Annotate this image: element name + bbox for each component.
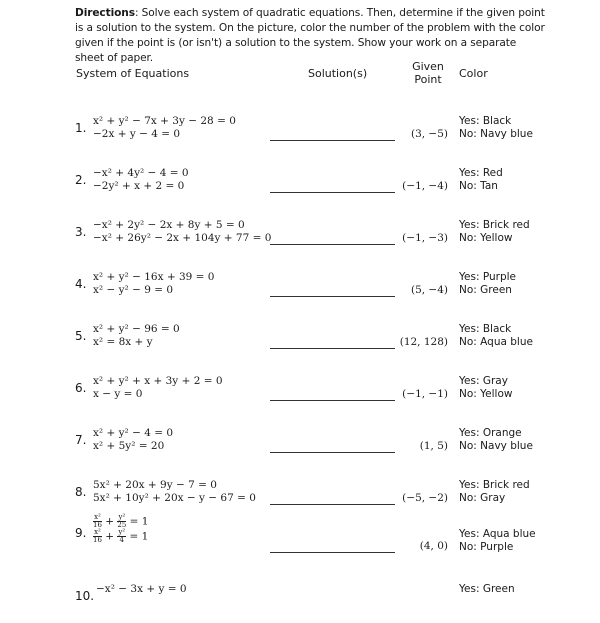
- problem-number: 5.: [75, 329, 87, 343]
- problem-number: 8.: [75, 485, 87, 499]
- color-key: [459, 479, 530, 504]
- solution-answer-line[interactable]: [270, 400, 395, 401]
- equation-2: x² − y² − 9 = 0: [93, 283, 174, 296]
- given-point: (−1, −1): [402, 388, 448, 400]
- color-yes: Yes: Gray: [459, 375, 508, 387]
- directions: [75, 6, 545, 66]
- problem-6: [0, 375, 600, 415]
- equation-system: [93, 427, 173, 452]
- equation-system: [93, 479, 256, 504]
- fraction: $\frac{\text{x²}}{16}$: [93, 513, 102, 529]
- problem-1: [0, 115, 600, 155]
- color-no: No: Tan: [459, 179, 498, 192]
- problem-2: [0, 167, 600, 207]
- solution-answer-line[interactable]: [270, 296, 395, 297]
- problem-number: 9.: [75, 526, 87, 540]
- solution-answer-line[interactable]: [270, 192, 395, 193]
- header-system-of-equations: System of Equations: [76, 67, 190, 80]
- color-no: No: Navy blue: [459, 439, 533, 452]
- directions-text: : Solve each system of quadratic equations. Then, determine if the given point is a solution to the system. On the picture, color the number of the problem with the color given if the point is (or isn't) a solution to the system. Show your work on a separate sheet of paper.: [75, 7, 545, 64]
- color-key: [459, 115, 533, 140]
- color-yes: Yes: Black: [459, 115, 512, 127]
- equation-system: [93, 115, 236, 140]
- problem-8: [0, 479, 600, 519]
- equation-1: −x² + 4y² − 4 = 0: [93, 167, 189, 179]
- color-no: No: Purple: [459, 540, 514, 553]
- problem-10: [0, 583, 600, 623]
- color-yes: Yes: Orange: [459, 427, 522, 439]
- solution-answer-line[interactable]: [270, 348, 395, 349]
- color-yes: Yes: Brick red: [459, 219, 530, 231]
- given-point: (3, −5): [410, 128, 448, 140]
- color-key: [459, 528, 536, 553]
- color-yes: Yes: Brick red: [459, 479, 530, 491]
- color-key: [459, 167, 503, 192]
- problem-9: [0, 514, 600, 564]
- color-no: No: Yellow: [459, 387, 513, 400]
- problem-7: [0, 427, 600, 467]
- given-point: (−1, −4): [402, 180, 448, 192]
- color-no: No: Navy blue: [459, 127, 533, 140]
- equation-system: [93, 323, 180, 348]
- equation-1: −x² − 3x + y = 0: [96, 583, 187, 595]
- fraction: $\frac{\text{y²}}{25}$: [117, 513, 127, 529]
- problem-5: [0, 323, 600, 363]
- color-key: [459, 427, 533, 452]
- equation-system: [93, 167, 189, 192]
- equation-2: −x² + 26y² − 2x + 104y + 77 = 0: [93, 231, 272, 244]
- equation-1: x² + y² − 4 = 0: [93, 427, 174, 439]
- header-color: Color: [459, 67, 488, 80]
- color-key: [459, 219, 530, 244]
- color-yes: Yes: Green: [459, 583, 515, 595]
- equation-1: x² + y² − 16x + 39 = 0: [93, 271, 215, 283]
- solution-answer-line[interactable]: [270, 244, 395, 245]
- color-no: No: Aqua blue: [459, 335, 533, 348]
- color-yes: Yes: Black: [459, 323, 512, 335]
- solution-answer-line[interactable]: [270, 452, 395, 453]
- color-key: [459, 271, 516, 296]
- solution-answer-line[interactable]: [270, 504, 395, 505]
- fraction: $\frac{\text{x²}}{16}$: [93, 528, 102, 544]
- directions-label: Directions: [75, 7, 135, 19]
- color-no: No: Yellow: [459, 231, 513, 244]
- problem-number: 2.: [75, 173, 87, 187]
- color-yes: Yes: Aqua blue: [459, 528, 536, 540]
- header-solutions: Solution(s): [308, 67, 368, 80]
- color-no: No: Green: [459, 283, 512, 296]
- equation-1: x² + y² + x + 3y + 2 = 0: [93, 375, 223, 387]
- equation-2: 5x² + 10y² + 20x − y − 67 = 0: [93, 491, 256, 504]
- problem-number: 7.: [75, 433, 87, 447]
- equation-2: x² + 5y² = 20: [93, 439, 165, 452]
- given-point: (5, −4): [410, 284, 448, 296]
- given-point: (12, 128): [399, 336, 448, 348]
- equation-2: $\frac{\text{x²}}{16}$ + $\frac{\text{y²}}{4}$ = 1: [93, 528, 149, 544]
- color-yes: Yes: Red: [459, 167, 503, 179]
- equation-2: −2x + y − 4 = 0: [93, 127, 181, 140]
- problem-number: 4.: [75, 277, 87, 291]
- equation-system: [93, 514, 149, 544]
- equation-2: x − y = 0: [93, 387, 143, 400]
- problem-number: 10.: [75, 589, 95, 603]
- equation-system: [93, 219, 271, 244]
- solution-answer-line[interactable]: [270, 140, 395, 141]
- equation-1: x² + y² − 96 = 0: [93, 323, 180, 335]
- problem-number: 1.: [75, 121, 87, 135]
- equation-1: x² + y² − 7x + 3y − 28 = 0: [93, 115, 236, 127]
- equation-1: $\frac{\text{x²}}{16}$ + $\frac{\text{y²}}{25}$ = 1: [93, 513, 149, 529]
- problem-4: [0, 271, 600, 311]
- equation-system: [93, 375, 223, 400]
- color-yes: Yes: Purple: [459, 271, 516, 283]
- fraction: $\frac{\text{y²}}{4}$: [118, 528, 126, 544]
- equation-2: x² = 8x + y: [93, 335, 153, 348]
- given-point: (−1, −3): [402, 232, 448, 244]
- color-key: [459, 375, 512, 400]
- color-key: [459, 583, 515, 596]
- header-given-line1: Given: [412, 60, 444, 73]
- equation-1: −x² + 2y² − 2x + 8y + 5 = 0: [93, 219, 245, 231]
- given-point: (−5, −2): [402, 492, 448, 504]
- solution-answer-line[interactable]: [270, 552, 395, 553]
- problem-number: 3.: [75, 225, 87, 239]
- problem-number: 6.: [75, 381, 87, 395]
- problem-3: [0, 219, 600, 259]
- equation-1: 5x² + 20x + 9y − 7 = 0: [93, 479, 217, 491]
- header-given-line2: Point: [414, 73, 442, 86]
- color-no: No: Gray: [459, 491, 506, 504]
- equation-system: [96, 583, 187, 596]
- given-point: (4, 0): [419, 540, 448, 552]
- equation-2: −2y² + x + 2 = 0: [93, 179, 185, 192]
- equation-system: [93, 271, 215, 296]
- color-key: [459, 323, 533, 348]
- given-point: (1, 5): [419, 440, 448, 452]
- header-given-point: [407, 60, 449, 86]
